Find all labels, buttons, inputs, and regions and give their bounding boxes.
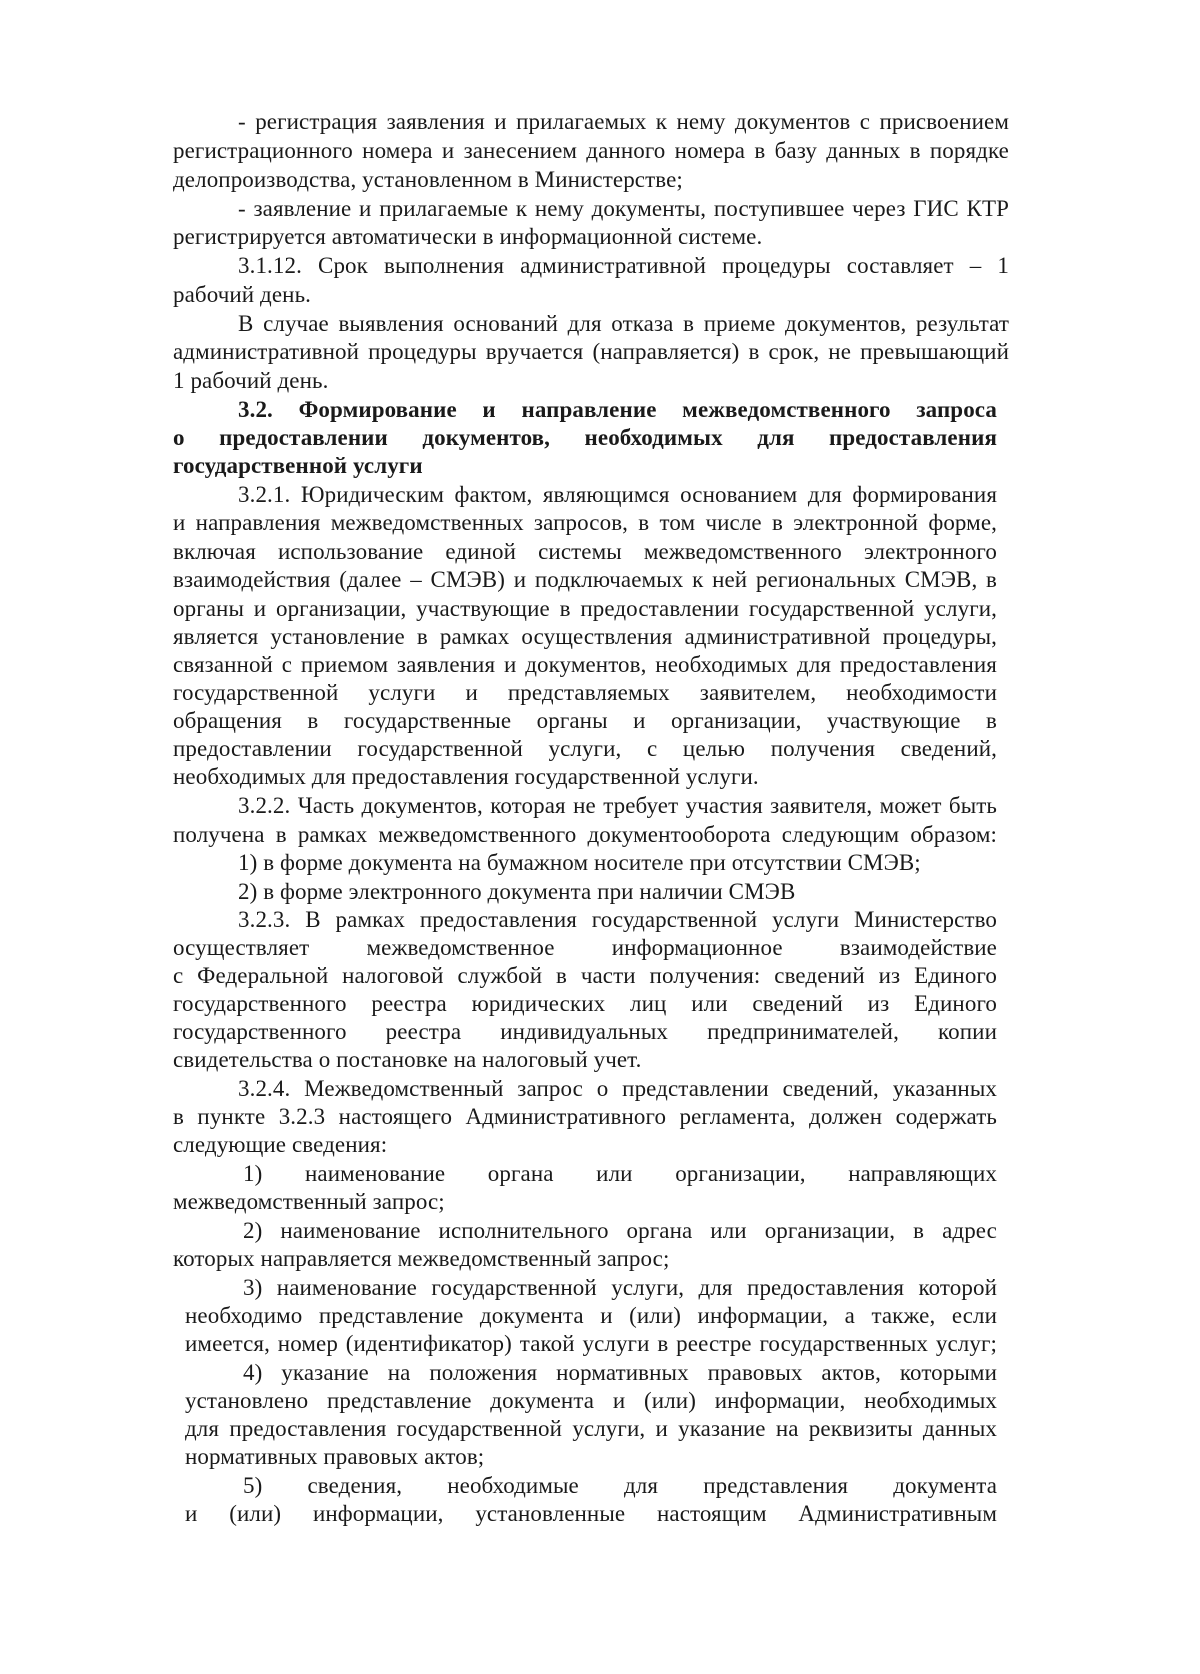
text-line: государственной услуги и представляемых заявителем, необходимости: [173, 680, 997, 705]
list-item-line: установлено представление документа и (или) информации, необходимых: [185, 1388, 997, 1413]
text-line: административной процедуры вручается (направляется) в срок, не превышающий: [173, 339, 1009, 364]
text-line: регистрационного номера и занесением данного номера в базу данных в порядке: [173, 138, 1009, 163]
text-line: и направления межведомственных запросов, в том числе в электронной форме,: [173, 510, 997, 535]
text-line: рабочий день.: [173, 282, 312, 307]
text-line: - регистрация заявления и прилагаемых к нему документов с присвоением: [238, 109, 1009, 134]
list-item-line: и (или) информации, установленные настоящим Административным: [185, 1501, 997, 1526]
text-line: следующие сведения:: [173, 1132, 388, 1157]
text-line: 3.2.2. Часть документов, которая не требует участия заявителя, может быть: [238, 793, 997, 818]
text-line: взаимодействия (далее – СМЭВ) и подключаемых к ней региональных СМЭВ, в: [173, 567, 997, 592]
text-line: в пункте 3.2.3 настоящего Административного регламента, должен содержать: [173, 1104, 997, 1129]
list-item-line: которых направляется межведомственный запрос;: [173, 1246, 670, 1271]
text-line: свидетельства о постановке на налоговый учет.: [173, 1047, 642, 1072]
section-heading-line: государственной услуги: [173, 453, 423, 478]
text-line: 2) в форме электронного документа при наличии СМЭВ: [238, 879, 796, 904]
text-line: 1) в форме документа на бумажном носителе при отсутствии СМЭВ;: [238, 850, 921, 875]
text-line: необходимых для предоставления государственной услуги.: [173, 764, 759, 789]
list-item-line: для предоставления государственной услуги, и указание на реквизиты данных: [185, 1416, 997, 1441]
text-line: государственного реестра индивидуальных предпринимателей, копии: [173, 1019, 997, 1044]
text-line: делопроизводства, установленном в Министерстве;: [173, 167, 683, 192]
list-item-line: 5) сведения, необходимые для представления документа: [243, 1473, 997, 1498]
text-line: 3.2.4. Межведомственный запрос о представлении сведений, указанных: [238, 1076, 997, 1101]
text-line: получена в рамках межведомственного документооборота следующим образом:: [173, 822, 997, 847]
list-item-line: 2) наименование исполнительного органа или организации, в адрес: [243, 1218, 997, 1243]
list-item-line: необходимо представление документа и (или) информации, а также, если: [185, 1303, 997, 1328]
section-heading-line: 3.2. Формирование и направление межведомственного запроса: [238, 397, 997, 422]
text-line: 3.1.12. Срок выполнения административной процедуры составляет – 1: [238, 253, 1009, 278]
list-item-line: 1) наименование органа или организации, направляющих: [243, 1161, 997, 1186]
section-heading-line: о предоставлении документов, необходимых для предоставления: [173, 425, 997, 450]
text-line: 3.2.1. Юридическим фактом, являющимся основанием для формирования: [238, 482, 997, 507]
text-line: органы и организации, участвующие в предоставлении государственной услуги,: [173, 596, 997, 621]
text-line: 3.2.3. В рамках предоставления государственной услуги Министерство: [238, 907, 997, 932]
list-item-line: 4) указание на положения нормативных правовых актов, которыми: [243, 1360, 997, 1385]
text-line: предоставлении государственной услуги, с целью получения сведений,: [173, 736, 997, 761]
text-line: включая использование единой системы межведомственного электронного: [173, 539, 997, 564]
text-line: осуществляет межведомственное информационное взаимодействие: [173, 935, 997, 960]
list-item-line: межведомственный запрос;: [173, 1189, 445, 1214]
text-line: регистрируется автоматически в информационной системе.: [173, 224, 763, 249]
text-line: - заявление и прилагаемые к нему документы, поступившее через ГИС КТР: [238, 196, 1009, 221]
text-line: связанной с приемом заявления и документов, необходимых для предоставления: [173, 652, 997, 677]
text-line: В случае выявления оснований для отказа в приеме документов, результат: [238, 311, 1009, 336]
list-item-line: нормативных правовых актов;: [185, 1444, 485, 1469]
text-line: обращения в государственные органы и организации, участвующие в: [173, 708, 997, 733]
list-item-line: имеется, номер (идентификатор) такой услуги в реестре государственных услуг;: [185, 1331, 997, 1356]
text-line: государственного реестра юридических лиц или сведений из Единого: [173, 991, 997, 1016]
text-line: с Федеральной налоговой службой в части получения: сведений из Единого: [173, 963, 997, 988]
list-item-line: 3) наименование государственной услуги, для предоставления которой: [243, 1275, 997, 1300]
text-line: является установление в рамках осуществления административной процедуры,: [173, 624, 997, 649]
text-line: 1 рабочий день.: [173, 368, 329, 393]
